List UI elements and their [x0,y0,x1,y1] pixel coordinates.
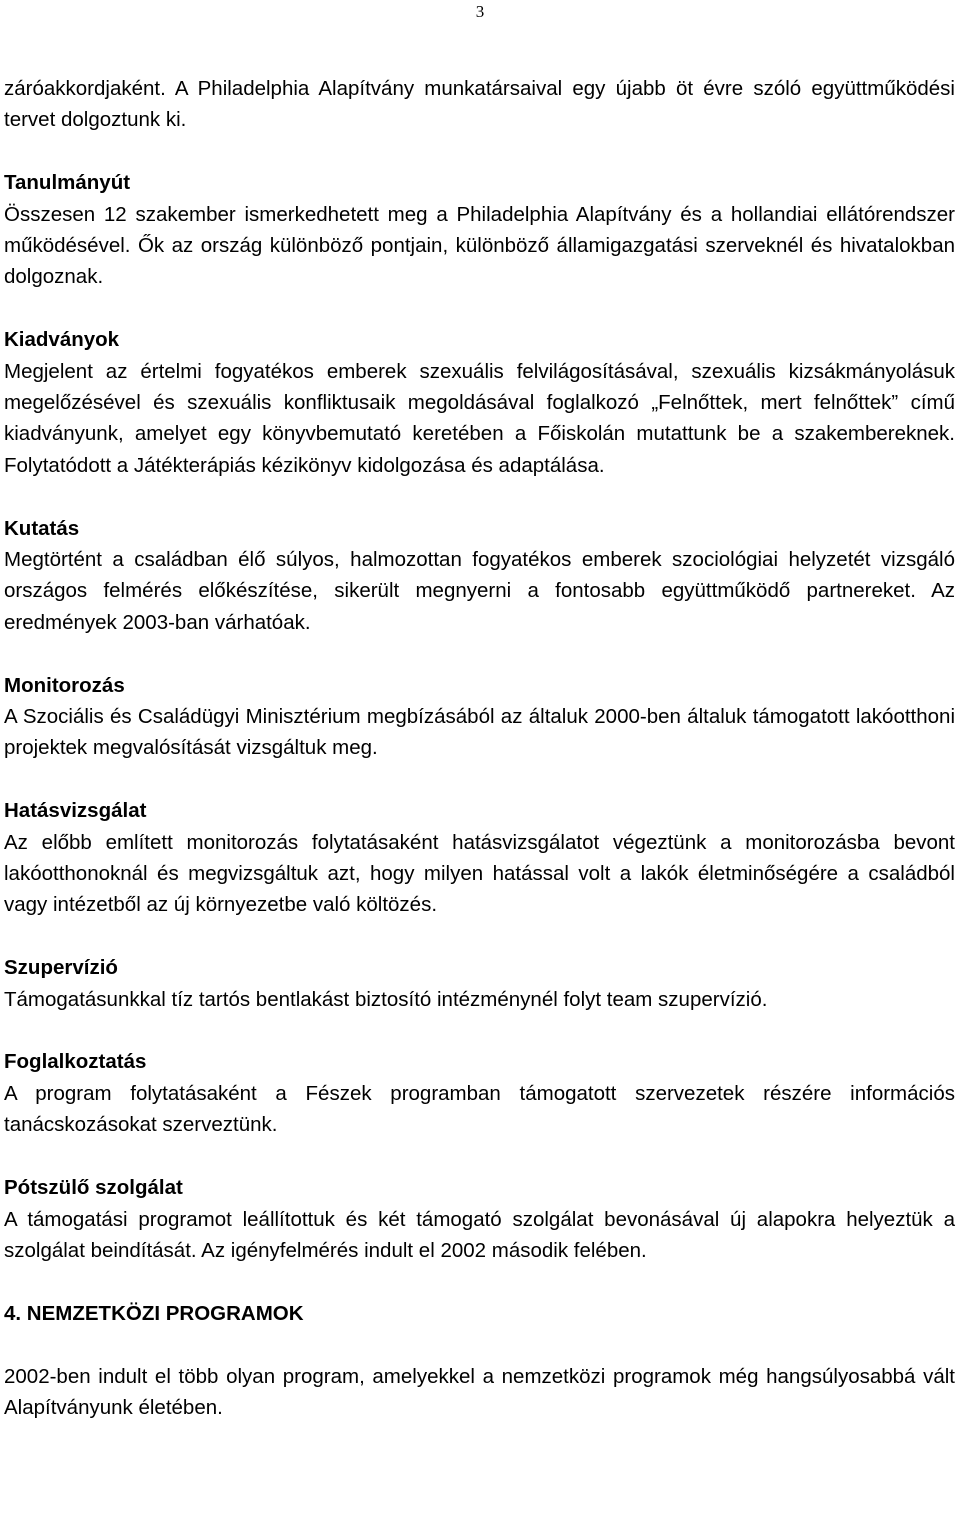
section-text-tanulmanyut: Összesen 12 szakember ismerkedhetett meg a Philadelphia Alapítvány és a hollandiai ellátórendszer működésével. Ők az ország különböző pontjain, különböző államigazgatási szerveknél és hivatalokban dolgoznak. [4,202,955,289]
paragraph-gap [4,481,955,512]
page-number: 3 [475,2,485,21]
paragraph-gap [4,1329,955,1360]
section-heading-szupervizio: Szupervízió [4,956,118,980]
intro-paragraph: záróakkordjaként. A Philadelphia Alapítvány munkatársaival egy újabb öt évre szóló együttműködési tervet dolgoztunk ki. [4,77,955,132]
paragraph-gap [4,1141,955,1172]
section-heading-monitorozas: Monitorozás [4,673,125,697]
paragraph-gap [4,136,955,167]
paragraph-gap [4,638,955,669]
section-text-hatasvizsgalat: Az előbb említett monitorozás folytatásaként hatásvizsgálatot végeztünk a monitorozásba bevont lakóotthonoknál és megvizsgáltuk azt, hogy milyen hatással volt a lakók életminőségére a családból vagy intézetből az új környezetbe való költözés. [4,830,955,917]
document-body [4,73,955,1423]
section-text-szupervizio: Támogatásunkkal tíz tartós bentlakást biztosító intézménynél folyt team szupervízió. [4,987,768,1011]
section-text-potszulo: A támogatási programot leállítottuk és két támogató szolgálat bevonásával új alapokra helyeztük a szolgálat beindítását. Az igényfelmérés indult el 2002 második felében. [4,1207,955,1262]
chapter-text: 2002-ben indult el több olyan program, amelyekkel a nemzetközi programok még hangsúlyosabbá vált Alapítványunk életében. [4,1364,955,1419]
section-text-foglalkoztatas: A program folytatásaként a Fészek programban támogatott szervezetek részére információs tanácskozásokat szerveztünk. [4,1081,955,1137]
paragraph-gap [4,1266,955,1297]
chapter-heading: 4. NEMZETKÖZI PROGRAMOK [4,1301,304,1325]
section-heading-kutatas: Kutatás [4,516,80,540]
paragraph-gap [4,1015,955,1046]
paragraph-gap [4,293,955,324]
section-text-kutatas: Megtörtént a családban élő súlyos, halmozottan fogyatékos emberek szociológiai helyzetét vizsgáló országos felmérés előkészítése, sikerült megnyerni a fontosabb együttműködő partnereket. Az eredmények 2003-ban várhatóak. [4,548,955,634]
section-heading-hatasvizsgalat: Hatásvizsgálat [4,799,147,823]
section-heading-potszulo: Pótszülő szolgálat [4,1176,183,1200]
section-text-kiadvanyok: Megjelent az értelmi fogyatékos emberek szexuális felvilágosításával, szexuális kizsákmányolásuk megelőzésével és szexuális konfliktusaik megoldásával foglalkozó „Felnőttek, mert felnőttek” című kiadványunk, amelyet egy könyvbemutató keretében a Főiskolán mutattunk be a szakembereknek. Folytatódott a Játékterápiás kézikönyv kidolgozása és adaptálása. [4,359,955,477]
section-text-monitorozas: A Szociális és Családügyi Minisztérium megbízásából az általuk 2000-ben általuk támogatott lakóotthoni projektek megvalósítását vizsgáltuk meg. [4,705,955,760]
section-heading-foglalkoztatas: Foglalkoztatás [4,1050,147,1074]
section-heading-kiadvanyok: Kiadványok [4,328,120,352]
section-heading-tanulmanyut: Tanulmányút [4,171,131,195]
paragraph-gap [4,921,955,952]
paragraph-gap [4,764,955,795]
